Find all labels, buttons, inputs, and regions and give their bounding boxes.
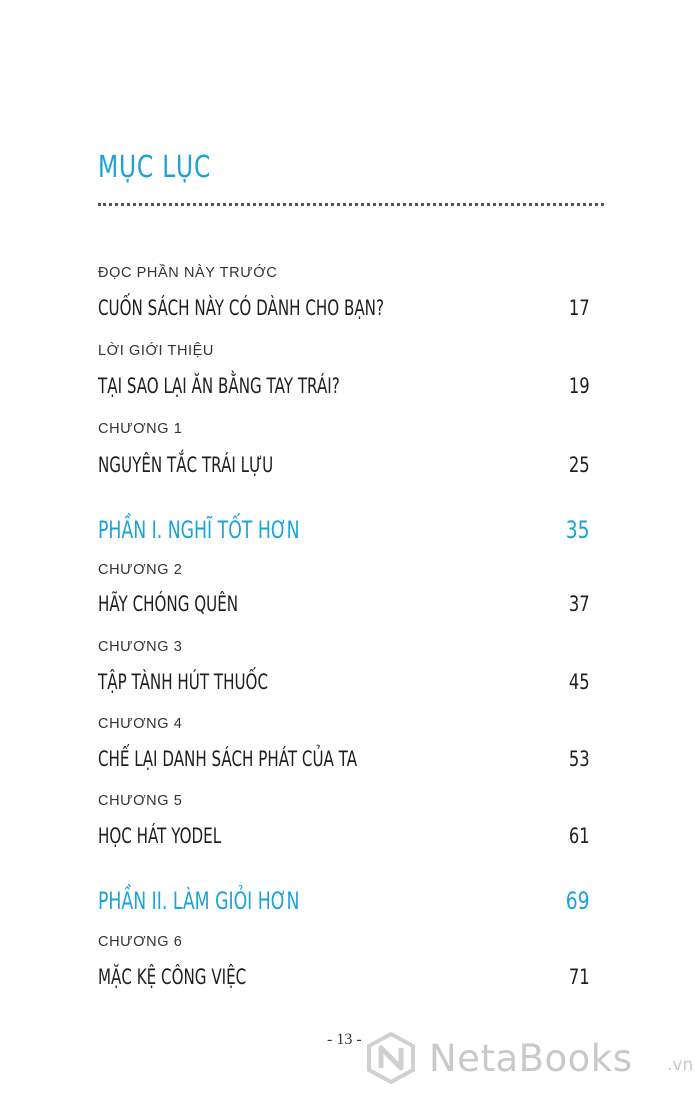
toc-entry-page: 37 <box>569 592 590 616</box>
title-dotted-divider <box>98 203 604 206</box>
toc-entry-page: 17 <box>569 296 590 320</box>
toc-entry-title: TẠI SAO LẠI ĂN BẰNG TAY TRÁI? <box>98 374 340 398</box>
toc-section-label: CHƯƠNG 6 <box>98 934 183 950</box>
toc-entry[interactable] <box>98 824 590 854</box>
toc-section-label: CHƯƠNG 5 <box>98 793 183 809</box>
toc-entry[interactable] <box>98 592 590 622</box>
toc-entry-page: 19 <box>569 374 590 398</box>
toc-section-label: CHƯƠNG 4 <box>98 716 183 732</box>
watermark <box>365 1030 695 1090</box>
watermark-brand: NetaBooks <box>429 1037 633 1080</box>
toc-entry[interactable] <box>98 296 590 326</box>
toc-entry-title: TẬP TÀNH HÚT THUỐC <box>98 670 269 694</box>
toc-entry[interactable] <box>98 453 590 483</box>
page-title: MỤC LỤC <box>98 150 212 185</box>
netabooks-logo-icon <box>365 1032 417 1084</box>
toc-part-entry[interactable] <box>98 516 590 546</box>
toc-entry[interactable] <box>98 747 590 777</box>
toc-section-label: CHƯƠNG 2 <box>98 562 183 578</box>
toc-entry-page: 45 <box>569 670 590 694</box>
toc-part-page: 35 <box>566 516 590 544</box>
toc-entry[interactable] <box>98 374 590 404</box>
watermark-suffix: .vn <box>667 1055 694 1075</box>
toc-entry[interactable] <box>98 965 590 995</box>
toc-part-title: PHẦN II. LÀM GIỎI HƠN <box>98 887 300 915</box>
toc-entry-page: 53 <box>569 747 590 771</box>
toc-entry-title: CHẾ LẠI DANH SÁCH PHÁT CỦA TA <box>98 747 358 771</box>
toc-entry-title: CUỐN SÁCH NÀY CÓ DÀNH CHO BẠN? <box>98 296 385 320</box>
toc-entry-page: 61 <box>569 824 590 848</box>
toc-section-label: CHƯƠNG 1 <box>98 421 183 437</box>
toc-entry-page: 71 <box>569 965 590 989</box>
page-number: - 13 - <box>327 1031 362 1048</box>
toc-part-page: 69 <box>566 887 590 915</box>
toc-section-label: CHƯƠNG 3 <box>98 639 183 655</box>
toc-entry-title: NGUYÊN TẮC TRÁI LỰU <box>98 453 274 477</box>
toc-section-label: LỜI GIỚI THIỆU <box>98 343 214 359</box>
toc-entry-title: HỌC HÁT YODEL <box>98 824 222 848</box>
toc-entry-title: HÃY CHÓNG QUÊN <box>98 592 239 616</box>
toc-section-label: ĐỌC PHẦN NÀY TRƯỚC <box>98 265 278 281</box>
toc-part-title: PHẦN I. NGHĨ TỐT HƠN <box>98 516 300 544</box>
toc-entry-title: MẶC KỆ CÔNG VIỆC <box>98 965 247 989</box>
toc-entry-page: 25 <box>569 453 590 477</box>
toc-part-entry[interactable] <box>98 887 590 917</box>
toc-entry[interactable] <box>98 670 590 700</box>
